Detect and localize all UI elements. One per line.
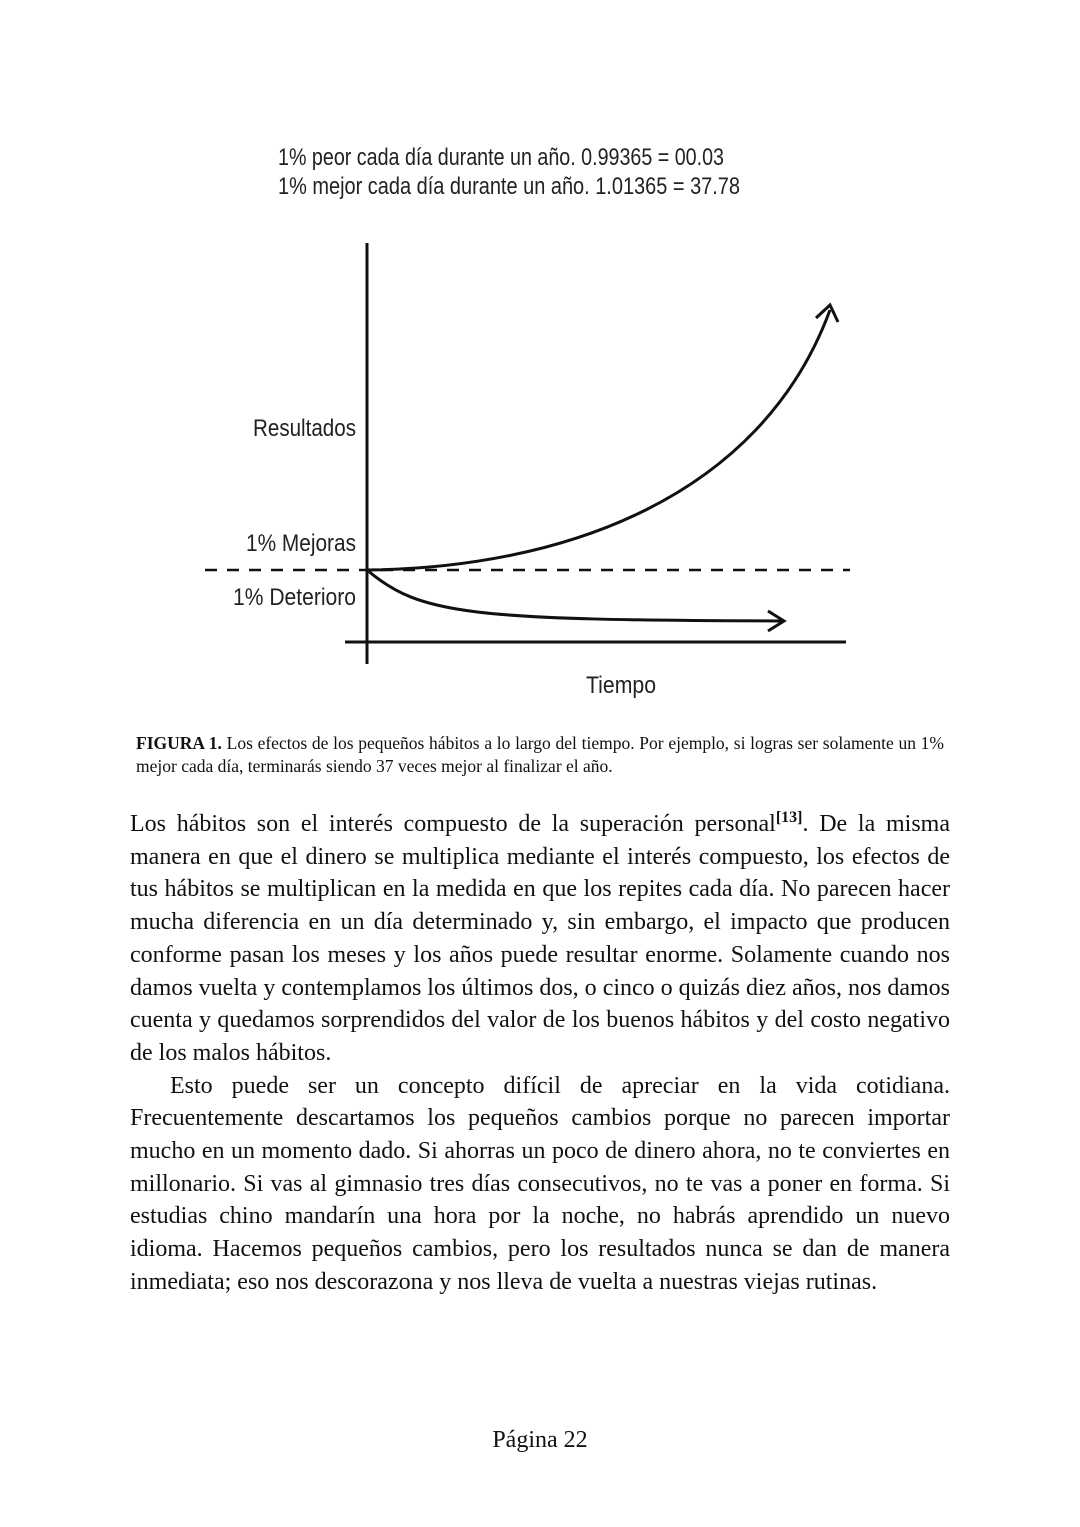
- figure-header-line1: 1% peor cada día durante un año. 0.99365 = 00.03: [278, 144, 724, 171]
- paragraph-1: [130, 808, 950, 1070]
- page-number: Página 22: [492, 1427, 588, 1453]
- paragraph-1-start: Los hábitos son el interés compuesto de la superación personal: [130, 811, 776, 837]
- decline-curve: [367, 570, 782, 621]
- decline-label: 1% Deterioro: [233, 584, 356, 611]
- compound-habits-figure: [0, 0, 1080, 720]
- figure-caption: [136, 732, 944, 778]
- paragraph-2: Esto puede ser un concepto difícil de apreciar en la vida cotidiana. Frecuentemente descartamos los pequeños cambios porque no parecen importar mucho en un momento dado. Si ahorras un poco de dinero ahora, no te conviertes en millonario. Si vas al gimnasio tres días consecutivos, no te vas a poner en forma. Si estudias chino mandarín una hora por la noche, no habrás aprendido un nuevo idioma. Hacemos pequeños cambios, pero los resultados nunca se dan de manera inmediata; eso nos descorazona y nos lleva de vuelta a nuestras viejas rutinas.: [130, 1072, 950, 1295]
- caption-text: Los efectos de los pequeños hábitos a lo largo del tiempo. Por ejemplo, si logras ser solamente un 1% mejor cada día, terminarás siendo 37 veces mejor al finalizar el año.: [136, 733, 944, 776]
- y-axis-label: Resultados: [253, 415, 356, 442]
- body-text: [130, 808, 950, 1299]
- footnote-reference[interactable]: [13]: [775, 809, 803, 826]
- improvement-label: 1% Mejoras: [246, 530, 356, 557]
- x-axis-label: Tiempo: [586, 672, 656, 699]
- paragraph-1-rest: . De la misma manera en que el dinero se multiplica mediante el interés compuesto, los efectos de tus hábitos se multiplican en la medida en que los repites cada día. No parecen hacer mucha diferencia en un día determinado y, sin embargo, el impacto que producen conforme pasan los meses y los años puede resultar enorme. Solamente cuando nos damos vuelta y contemplamos los últimos dos, o cinco o quizás diez años, nos damos cuenta y quedamos sorprendidos del valor de los buenos hábitos y del costo negativo de los malos hábitos.: [130, 811, 950, 1066]
- improvement-curve: [367, 310, 830, 570]
- figure-header-line2: 1% mejor cada día durante un año. 1.01365 = 37.78: [278, 173, 740, 200]
- caption-label: FIGURA 1.: [136, 733, 222, 753]
